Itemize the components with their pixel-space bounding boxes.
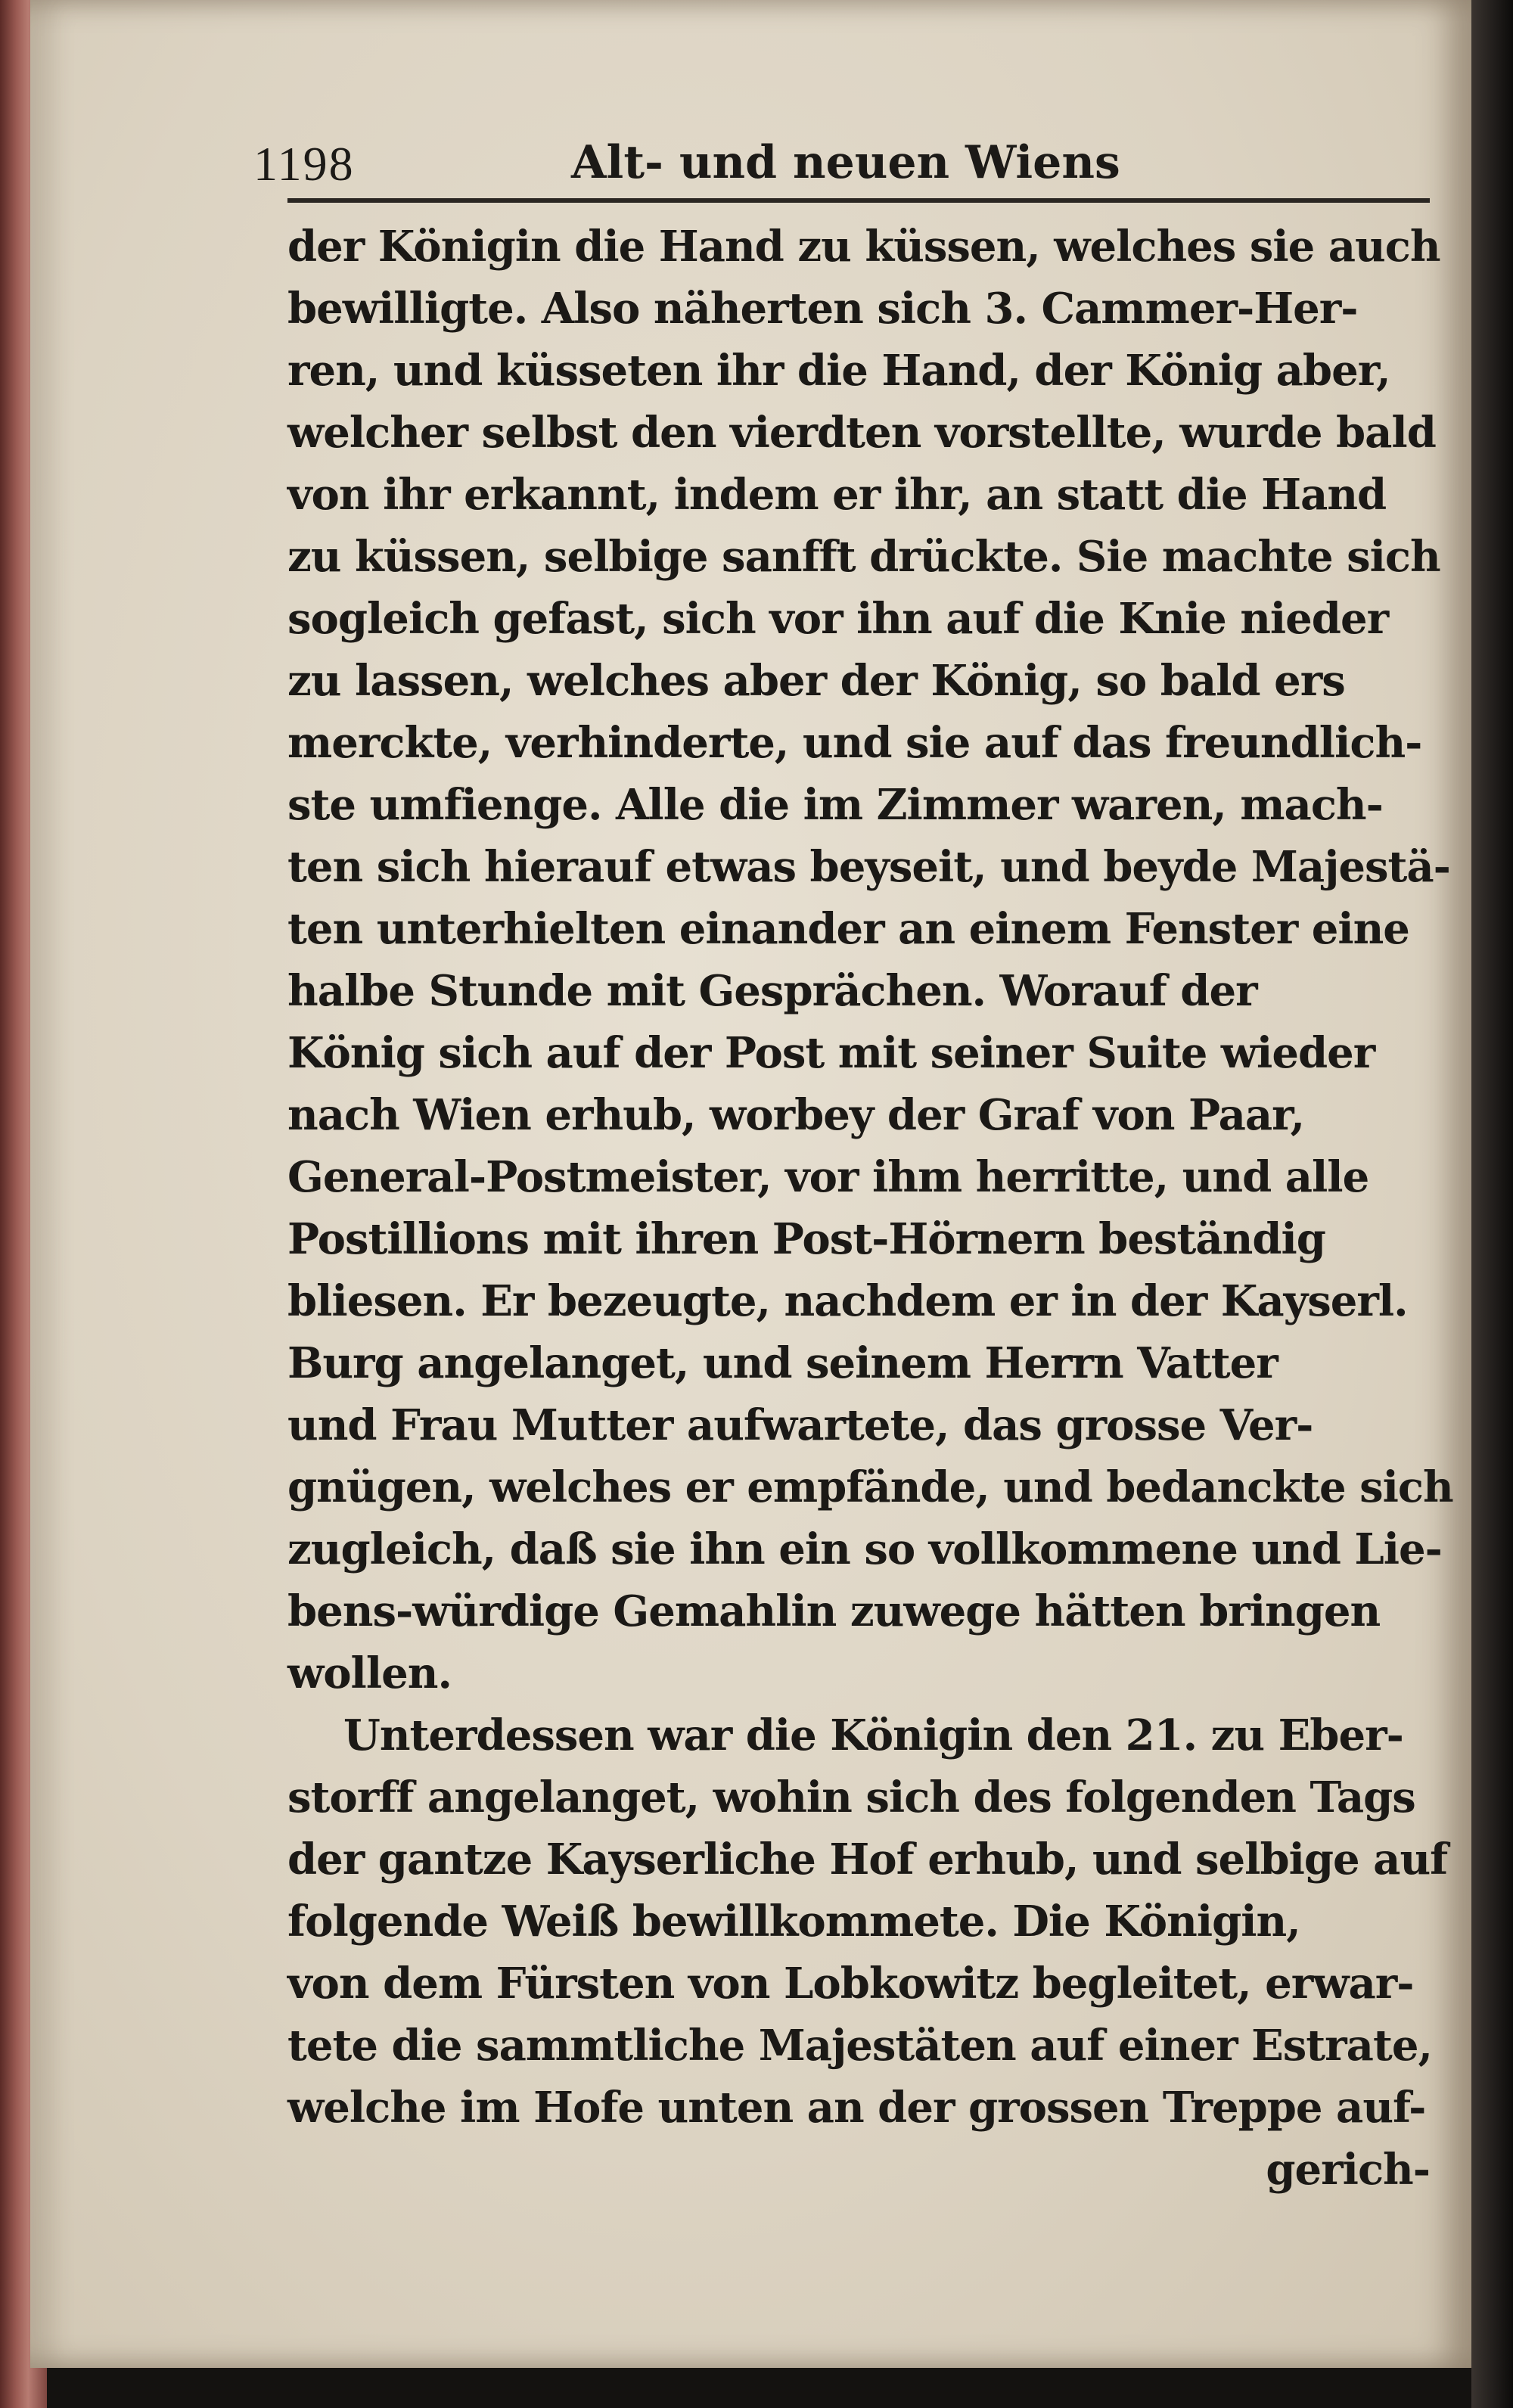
text-line: General-Postmeister, vor ihm herritte, und alle — [287, 1152, 1369, 1202]
text-line: welche im Hofe unten an der grossen Treppe auf- — [287, 2083, 1426, 2133]
text-line: sogleich gefast, sich vor ihn auf die Knie nieder — [287, 594, 1389, 644]
text-line: Burg angelanget, und seinem Herrn Vatter — [287, 1338, 1278, 1388]
text-line: ten sich hierauf etwas beyseit, und beyde Majestä- — [287, 842, 1450, 892]
text-line: zugleich, daß sie ihn ein so vollkommene und Lie- — [287, 1524, 1442, 1574]
text-line: halbe Stunde mit Gesprächen. Worauf der — [287, 966, 1257, 1016]
text-line: ste umfienge. Alle die im Zimmer waren, mach- — [287, 780, 1383, 830]
text-line: und Frau Mutter aufwartete, das grosse Ver- — [287, 1400, 1313, 1450]
text-line: merckte, verhinderte, und sie auf das freundlich- — [287, 718, 1422, 768]
text-line: der Königin die Hand zu küssen, welches sie auch — [287, 222, 1440, 272]
text-line: ten unterhielten einander an einem Fenster eine — [287, 904, 1409, 954]
catchword: gerich- — [1266, 2145, 1430, 2195]
text-line: von dem Fürsten von Lobkowitz begleitet, erwar- — [287, 1959, 1414, 2009]
text-line: bens-würdige Gemahlin zuwege hätten bringen — [287, 1586, 1381, 1636]
text-line: nach Wien erhub, worbey der Graf von Paar, — [287, 1090, 1305, 1140]
text-line: storff angelanget, wohin sich des folgenden Tags — [287, 1773, 1415, 1822]
text-line: folgende Weiß bewillkommete. Die Königin, — [287, 1897, 1300, 1947]
text-line: von ihr erkannt, indem er ihr, an statt die Hand — [287, 470, 1387, 520]
text-line: ren, und küsseten ihr die Hand, der König aber, — [287, 346, 1390, 396]
text-line: Postillions mit ihren Post-Hörnern beständig — [287, 1214, 1325, 1264]
text-line: welcher selbst den vierdten vorstellte, wurde bald — [287, 408, 1436, 458]
running-head — [253, 136, 1434, 204]
running-title: Alt- und neuen Wiens — [571, 136, 1120, 189]
page-number: 1198 — [253, 137, 355, 191]
text-line: gnügen, welches er empfände, und bedanckte sich — [287, 1462, 1453, 1512]
text-line: König sich auf der Post mit seiner Suite wieder — [287, 1028, 1375, 1078]
text-line: tete die sammtliche Majestäten auf einer Estrate, — [287, 2021, 1432, 2071]
text-line: wollen. — [287, 1648, 452, 1698]
text-line: der gantze Kayserliche Hof erhub, und selbige auf — [287, 1835, 1448, 1884]
text-line: zu lassen, welches aber der König, so bald ers — [287, 656, 1345, 706]
header-rule — [287, 198, 1430, 203]
text-line: Unterdessen war die Königin den 21. zu Eber- — [287, 1710, 1403, 1760]
body-text — [287, 216, 1453, 2201]
text-line: zu küssen, selbige sanfft drückte. Sie machte sich — [287, 532, 1440, 582]
text-line: bliesen. Er bezeugte, nachdem er in der Kayserl. — [287, 1276, 1408, 1326]
text-line: bewilligte. Also näherten sich 3. Cammer-Her- — [287, 284, 1358, 334]
facing-page-edge — [1471, 0, 1513, 2408]
